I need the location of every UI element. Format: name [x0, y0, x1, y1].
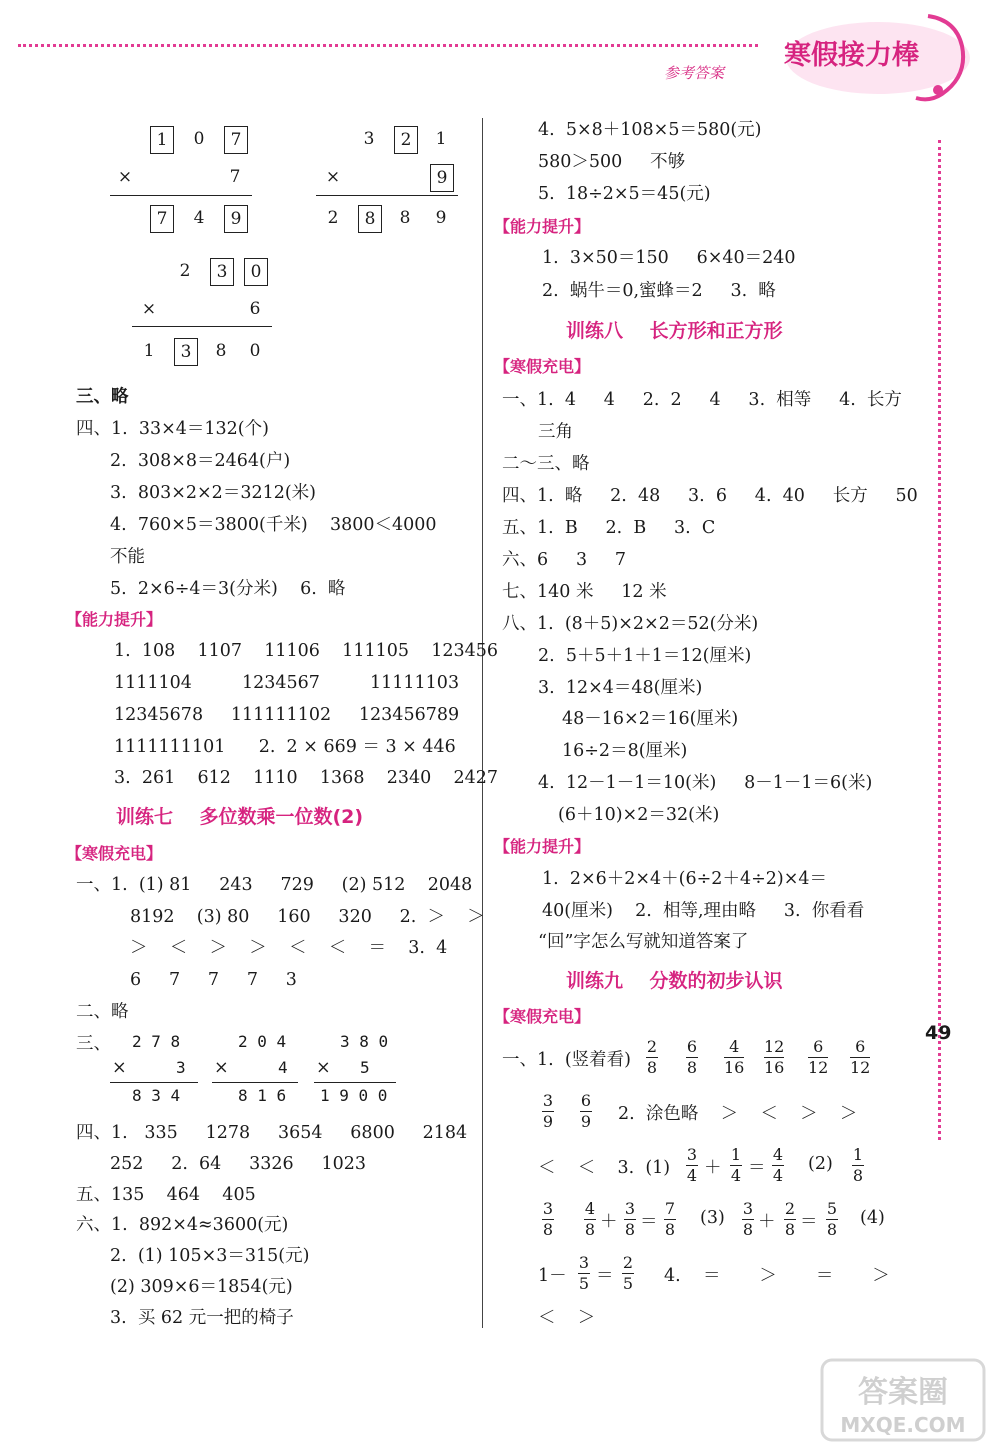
denominator: 12 [850, 1058, 871, 1077]
fraction [542, 1200, 554, 1239]
numerator: 6 [813, 1037, 824, 1056]
math-operator: ＋ [600, 1212, 618, 1232]
answer-line: 不能 [110, 547, 145, 567]
math-operator: ＋ [758, 1212, 776, 1232]
numerator: 6 [686, 1037, 698, 1056]
calc-result: 8 1 6 [238, 1086, 287, 1105]
numerator: 3 [624, 1199, 636, 1218]
answer-line: 1111111101 2. 2 × 669 ＝ 3 × 446 [114, 737, 456, 757]
denominator: 4 [772, 1166, 784, 1185]
numerator: 2 [646, 1037, 658, 1056]
answer-line: 2. (1) 105×3＝315(元) [110, 1246, 310, 1266]
winter-tag: 【寒假充电】 [494, 1007, 591, 1026]
denominator: 4 [686, 1166, 698, 1185]
fraction [826, 1200, 838, 1239]
denominator: 5 [578, 1274, 590, 1293]
answer-line: 580＞500 不够 [538, 152, 686, 172]
boxed-digit: 7 [224, 126, 248, 154]
answer-line: 5. 18÷2×5＝45(元) [538, 184, 711, 204]
svg-text:寒假接力棒: 寒假接力棒 [784, 40, 919, 71]
boxed-digit: 1 [150, 126, 174, 154]
answer-line: 一、1. 4 4 2. 2 4 3. 相等 4. 长方 [502, 390, 902, 410]
calc-top: 2 0 4 [238, 1032, 287, 1051]
fraction [646, 1038, 658, 1077]
digit: 0 [193, 129, 205, 149]
answer-line: 252 2. 64 3326 1023 [110, 1154, 367, 1174]
winter-tag: 【寒假充电】 [66, 844, 163, 863]
times-sign: × [325, 167, 341, 187]
answer-line: 4. 760×5＝3800(千米) 3800＜4000 [110, 515, 437, 535]
fraction [850, 1038, 870, 1077]
fraction [584, 1200, 596, 1239]
answer-line: 三、略 [76, 387, 129, 407]
answer-line: 3. 261 612 1110 1368 2340 2427 [114, 768, 499, 788]
math-operator: ＝ [596, 1266, 614, 1286]
digit: 9 [435, 208, 447, 228]
answer-line: 3. 买 62 元一把的椅子 [110, 1308, 294, 1328]
answer-line: (4) [860, 1208, 885, 1228]
answer-line: 2. 308×8＝2464(户) [110, 451, 291, 471]
calc-mul: 3 [176, 1058, 186, 1077]
math-operator: ＋ [704, 1158, 722, 1178]
page-number: 49 [925, 1022, 952, 1044]
digit: 0 [249, 341, 261, 361]
numerator: 3 [686, 1145, 698, 1164]
answer-line: 一、1. (1) 81 243 729 (2) 512 2048 [76, 875, 473, 895]
answer-line: 48－16×2＝16(厘米) [562, 709, 739, 729]
answer-line: (6＋10)×2＝32(米) [558, 805, 720, 825]
fraction [808, 1038, 828, 1077]
answer-line: 16÷2＝8(厘米) [562, 741, 688, 761]
digit: 3 [363, 129, 375, 149]
fraction [742, 1200, 754, 1239]
answer-line: 2. 涂色略 ＞ ＜ ＞ ＞ [618, 1104, 858, 1124]
answer-label: 参考答案 [664, 64, 725, 82]
svg-text:MXQE.COM: MXQE.COM [840, 1413, 966, 1437]
section-title-7: 训练七 多位数乘一位数(2) [116, 806, 364, 828]
denominator: 9 [580, 1112, 592, 1131]
fraction [542, 1092, 554, 1131]
answer-line: 4. 5×8＋108×5＝580(元) [538, 120, 762, 140]
section-title-8: 训练八 长方形和正方形 [566, 320, 783, 342]
column-divider [482, 118, 483, 1328]
denominator: 8 [584, 1220, 596, 1239]
fraction [664, 1200, 676, 1239]
answer-line: 2. 5＋5＋1＋1＝12(厘米) [538, 646, 752, 666]
answer-line: 七、140 米 12 米 [502, 582, 667, 602]
denominator: 16 [764, 1058, 785, 1077]
numerator: 6 [855, 1037, 866, 1056]
numerator: 3 [578, 1253, 590, 1272]
answer-line: 一、1. (竖着看) [502, 1050, 631, 1070]
answer-line: ＞ ＜ ＞ ＞ ＜ ＜ ＝ 3. 4 [130, 938, 448, 958]
calc-top: 2 7 8 [132, 1032, 181, 1051]
digit: 2 [327, 208, 339, 228]
boxed-digit: 9 [430, 164, 454, 192]
digit: 6 [249, 299, 261, 319]
fraction [764, 1038, 784, 1077]
answer-line: 三角 [538, 422, 573, 442]
denominator: 8 [646, 1058, 658, 1077]
numerator: 2 [622, 1253, 634, 1272]
answer-line: 2. 蜗牛＝0,蜜蜂＝2 3. 略 [542, 281, 776, 301]
fraction [772, 1146, 784, 1185]
answer-line: 4. 12－1－1＝10(米) 8－1－1＝6(米) [538, 773, 873, 793]
boxed-digit: 0 [244, 258, 268, 286]
fraction [724, 1038, 744, 1077]
denominator: 8 [542, 1220, 554, 1239]
numerator: 3 [742, 1199, 754, 1218]
numerator: 1 [852, 1145, 864, 1164]
denominator: 8 [852, 1166, 864, 1185]
fraction [686, 1038, 698, 1077]
boxed-digit: 3 [174, 338, 198, 366]
numerator: 6 [580, 1091, 592, 1110]
denominator: 8 [624, 1220, 636, 1239]
denominator: 8 [686, 1058, 698, 1077]
answer-line: 6 7 7 7 3 [130, 970, 297, 990]
fraction [578, 1254, 590, 1293]
answer-line: 四、1. 略 2. 48 3. 6 4. 40 长方 50 [502, 486, 918, 506]
denominator: 5 [622, 1274, 634, 1293]
boxed-digit: 7 [150, 205, 174, 233]
times-sign: × [214, 1058, 229, 1078]
calc-line [132, 326, 272, 327]
times-sign: × [117, 167, 133, 187]
math-operator: ＝ [640, 1212, 658, 1232]
svg-text:答案圈: 答案圈 [858, 1375, 948, 1410]
answer-line: “回”字怎么写就知道答案了 [538, 932, 749, 952]
fraction [730, 1146, 742, 1185]
digit: 7 [229, 167, 241, 187]
top-dotted-border [18, 44, 758, 47]
answer-line: 3. 803×2×2＝3212(米) [110, 483, 317, 503]
denominator: 8 [826, 1220, 838, 1239]
ability-tag: 【能力提升】 [494, 837, 591, 856]
math-operator: ＝ [800, 1212, 818, 1232]
answer-line: 八、1. (8＋5)×2×2＝52(分米) [502, 614, 759, 634]
ability-tag: 【能力提升】 [66, 610, 163, 629]
denominator: 12 [808, 1058, 829, 1077]
answer-line: 1. 108 1107 11106 111105 123456 [114, 641, 499, 661]
calc-mul: 4 [278, 1058, 288, 1077]
answer-line: 1. 2×6＋2×4＋(6÷2＋4÷2)×4＝ [542, 869, 827, 889]
numerator: 3 [542, 1091, 554, 1110]
numerator: 4 [729, 1037, 740, 1056]
digit: 1 [143, 341, 155, 361]
answer-line: 四、1. 33×4＝132(个) [76, 419, 269, 439]
calc-line [212, 1082, 298, 1083]
fraction [852, 1146, 864, 1185]
math-operator: ＝ [748, 1158, 766, 1178]
answer-line: 二、略 [76, 1002, 129, 1022]
fraction [686, 1146, 698, 1185]
answer-line: 5. 2×6÷4＝3(分米) 6. 略 [110, 579, 346, 599]
fraction [622, 1254, 634, 1293]
answer-line: 1. 3×50＝150 6×40＝240 [542, 248, 796, 268]
times-sign: × [141, 299, 157, 319]
digit: 8 [215, 341, 227, 361]
calc-mul: 5 [360, 1058, 370, 1077]
numerator: 7 [664, 1199, 676, 1218]
boxed-digit: 3 [210, 258, 234, 286]
numerator: 3 [542, 1199, 554, 1218]
answer-line: 四、1. 335 1278 3654 6800 2184 [76, 1123, 468, 1143]
answer-line: ＜ ＜ 3. (1) [538, 1158, 671, 1178]
boxed-digit: 9 [224, 205, 248, 233]
answer-line: 3. 12×4＝48(厘米) [538, 678, 703, 698]
ability-tag: 【能力提升】 [494, 217, 591, 236]
denominator: 16 [724, 1058, 745, 1077]
answer-line: 三、 [76, 1034, 111, 1054]
numerator: 12 [764, 1037, 785, 1056]
watermark-stamp [818, 1356, 988, 1444]
denominator: 8 [742, 1220, 754, 1239]
answer-line: (3) [700, 1208, 725, 1228]
boxed-digit: 2 [394, 126, 418, 154]
section-title-9: 训练九 分数的初步认识 [566, 970, 783, 992]
fraction [624, 1200, 636, 1239]
right-dotted-border [938, 140, 941, 1140]
times-sign: × [112, 1058, 127, 1078]
calc-line [110, 1082, 198, 1083]
digit: 8 [399, 208, 411, 228]
answer-line: 4. ＝ ＞ ＝ ＞ [664, 1266, 890, 1286]
answer-line: 六、6 3 7 [502, 550, 627, 570]
numerator: 2 [784, 1199, 796, 1218]
answer-line: (2) 309×6＝1854(元) [110, 1277, 293, 1297]
winter-tag: 【寒假充电】 [494, 357, 591, 376]
answer-line: 六、1. 892×4≈3600(元) [76, 1215, 289, 1235]
calc-line [316, 195, 458, 196]
answer-line: (2) [808, 1154, 833, 1174]
denominator: 8 [784, 1220, 796, 1239]
digit: 1 [435, 129, 447, 149]
numerator: 5 [826, 1199, 838, 1218]
calc-line [110, 195, 252, 196]
calc-result: 8 3 4 [132, 1086, 181, 1105]
fraction [784, 1200, 796, 1239]
calc-result: 1 9 0 0 [320, 1086, 388, 1105]
times-sign: × [316, 1058, 331, 1078]
book-logo [778, 6, 974, 102]
answer-line: 1－ [538, 1266, 567, 1286]
answer-line: 8192 (3) 80 160 320 2. ＞ ＞ [130, 907, 485, 927]
denominator: 4 [730, 1166, 742, 1185]
numerator: 4 [772, 1145, 784, 1164]
digit: 2 [179, 261, 191, 281]
answer-line: 40(厘米) 2. 相等,理由略 3. 你看看 [542, 901, 865, 921]
answer-line: ＜ ＞ [538, 1308, 596, 1328]
calc-top: 3 8 0 [340, 1032, 389, 1051]
boxed-digit: 8 [358, 205, 382, 233]
answer-line: 1111104 1234567 11111103 [114, 673, 460, 693]
answer-line: 12345678 111111102 123456789 [114, 705, 460, 725]
numerator: 1 [730, 1145, 742, 1164]
answer-line: 五、1. B 2. B 3. C [502, 518, 716, 538]
denominator: 9 [542, 1112, 554, 1131]
calc-line [314, 1082, 396, 1083]
answer-line: 二～三、略 [502, 454, 590, 474]
answer-line: 五、135 464 405 [76, 1185, 256, 1205]
numerator: 4 [584, 1199, 596, 1218]
digit: 4 [193, 208, 205, 228]
denominator: 8 [664, 1220, 676, 1239]
fraction [580, 1092, 592, 1131]
